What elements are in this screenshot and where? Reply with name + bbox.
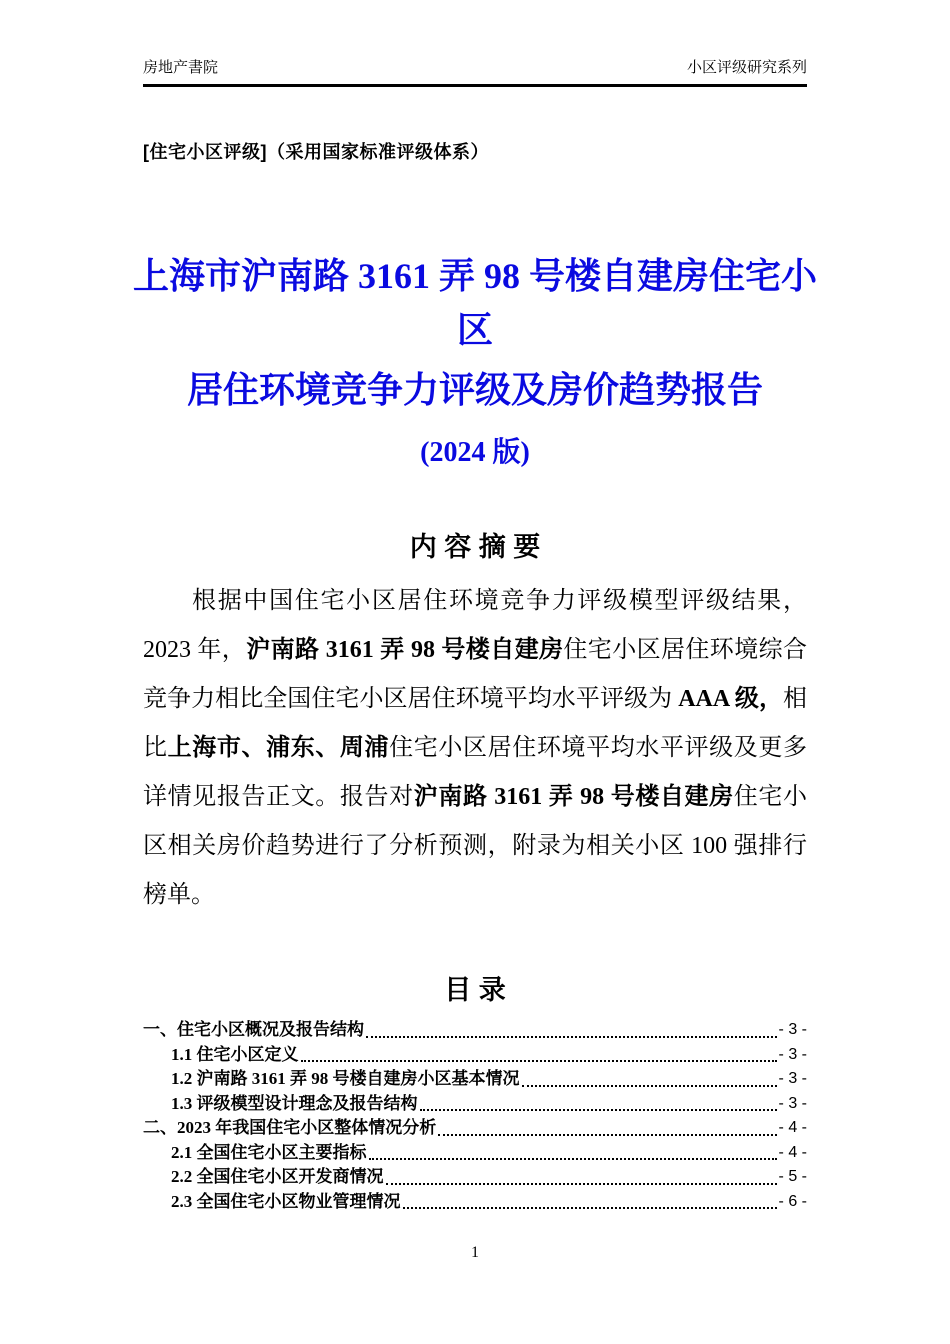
page-number: 1 — [471, 1244, 479, 1261]
toc-item-label: 2.3 全国住宅小区物业管理情况 — [171, 1191, 401, 1211]
summary-text: 竞争力相比全国住宅小区居住环境平均水平评级为 — [143, 686, 679, 712]
summary-text: 住宅小区居住环境综合 — [563, 637, 808, 663]
summary-bold-text: AAA 级， — [678, 686, 784, 712]
toc-dot-leader — [420, 1109, 777, 1111]
report-title-line-3: 居住环境竞争力评级及房价趋势报告 — [186, 370, 763, 410]
summary-text: 详情见报告正文。报告对 — [143, 784, 414, 810]
toc-item — [143, 1165, 807, 1190]
toc-item — [143, 1043, 807, 1068]
summary-line — [143, 773, 807, 822]
report-title-line-1: 上海市沪南路 3161 弄 98 号楼自建房住宅小 — [132, 256, 817, 296]
toc-item-label: 一、住宅小区概况及报告结构 — [143, 1020, 364, 1039]
summary-text: 住宅小区居住环境平均水平评级及更多 — [389, 735, 808, 761]
summary-text: 榜单。 — [143, 882, 215, 908]
toc-heading: 目 录 — [444, 975, 506, 1005]
toc-item-page: - 3 - — [778, 1021, 807, 1038]
toc-item-page: - 4 - — [778, 1143, 807, 1161]
toc-item-label: 1.2 沪南路 3161 弄 98 号楼自建房小区基本情况 — [171, 1069, 520, 1088]
report-edition: (2024 版) — [420, 437, 530, 468]
toc-item-label: 2.1 全国住宅小区主要指标 — [171, 1142, 367, 1162]
summary-heading: 内 容 摘 要 — [409, 532, 541, 562]
summary-line — [143, 626, 807, 675]
summary-bold-text: 上海市、浦东、周浦 — [167, 735, 390, 761]
summary-bold-text: 沪南路 3161 弄 98 号楼自建房 — [413, 784, 734, 810]
toc-item-page: - 6 - — [778, 1192, 807, 1210]
summary-text: 根据中国住宅小区居住环境竞争力评级模型评级结果， — [192, 588, 807, 614]
header-left-text: 房地产書院 — [143, 59, 219, 76]
header-right-text: 小区评级研究系列 — [686, 59, 807, 76]
toc-item-page: - 5 - — [778, 1168, 807, 1185]
summary-line — [143, 871, 807, 920]
table-of-contents — [143, 1018, 807, 1214]
toc-item-page: - 3 - — [778, 1070, 807, 1087]
summary-paragraph — [143, 577, 807, 920]
summary-line — [143, 724, 807, 773]
page-header — [143, 58, 807, 87]
toc-dot-leader — [403, 1207, 777, 1209]
toc-item — [143, 1116, 807, 1141]
report-type-line: [住宅小区评级]（采用国家标准评级体系） — [143, 142, 489, 162]
summary-text: 相 — [783, 686, 808, 712]
toc-item-page: - 4 - — [778, 1119, 807, 1136]
summary-bold-text: 沪南路 3161 弄 98 号楼自建房 — [246, 637, 564, 663]
report-title-block — [0, 249, 950, 473]
toc-item-label: 1.3 评级模型设计理念及报告结构 — [171, 1093, 418, 1113]
toc-dot-leader — [366, 1036, 777, 1038]
toc-item — [143, 1190, 807, 1215]
toc-item-label: 二、2023 年我国住宅小区整体情况分析 — [143, 1118, 437, 1137]
toc-dot-leader — [301, 1060, 777, 1062]
toc-item — [143, 1141, 807, 1166]
summary-text: 区相关房价趋势进行了分析预测，附录为相关小区 100 强排行 — [143, 833, 807, 859]
toc-item — [143, 1067, 807, 1092]
toc-item-label: 1.1 住宅小区定义 — [171, 1044, 299, 1064]
summary-line — [143, 577, 807, 626]
summary-text: 2023 年， — [143, 637, 247, 663]
toc-dot-leader — [438, 1134, 776, 1136]
summary-text: 比 — [143, 735, 168, 761]
toc-dot-leader — [386, 1183, 777, 1185]
report-title-line-2: 区 — [456, 310, 493, 350]
toc-dot-leader — [522, 1085, 777, 1087]
toc-dot-leader — [369, 1158, 777, 1160]
toc-item-label: 2.2 全国住宅小区开发商情况 — [171, 1167, 384, 1186]
toc-item-page: - 3 - — [778, 1045, 807, 1063]
toc-item — [143, 1092, 807, 1117]
summary-line — [143, 822, 807, 871]
summary-text: 住宅小 — [733, 784, 808, 810]
summary-line — [143, 675, 807, 724]
toc-item — [143, 1018, 807, 1043]
toc-item-page: - 3 - — [778, 1094, 807, 1112]
